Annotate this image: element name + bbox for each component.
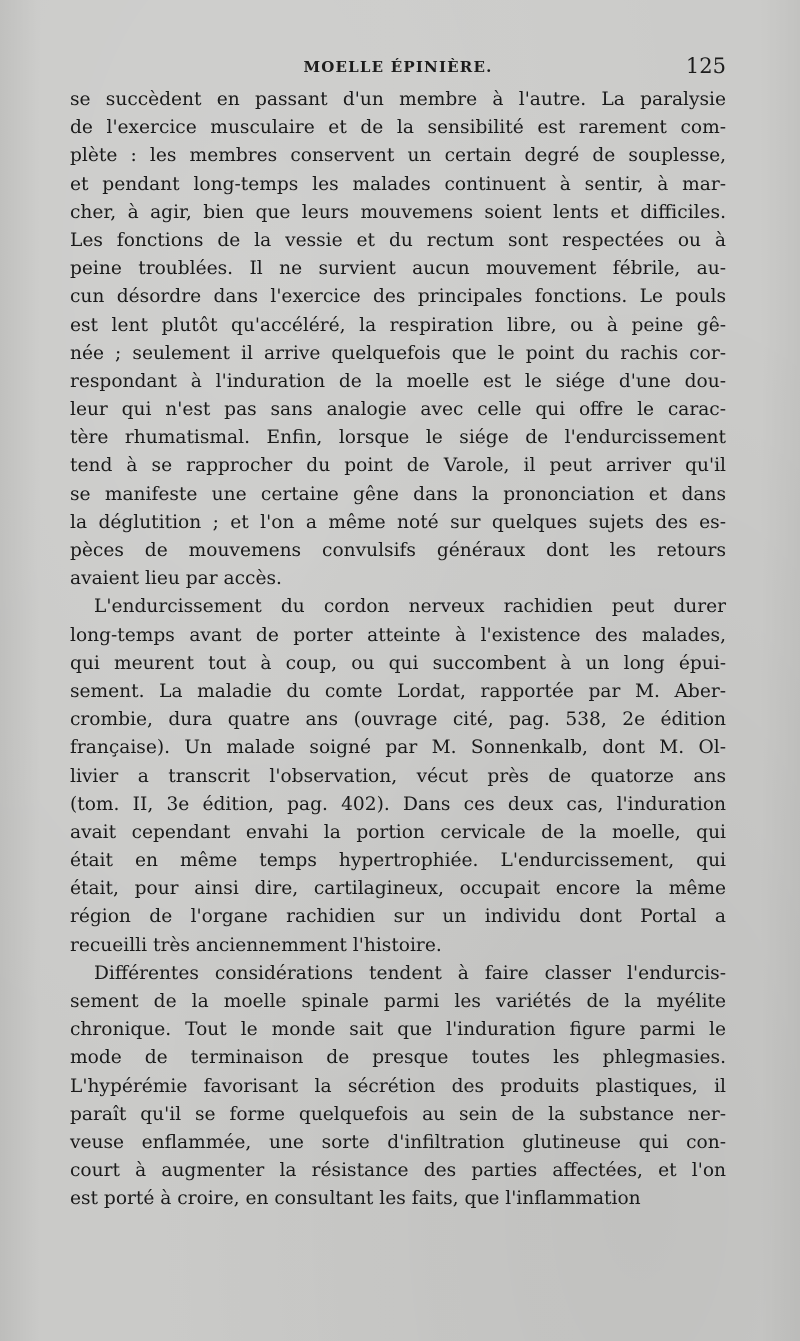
text-line: qui meurent tout à coup, ou qui succombent à un long épui- — [70, 652, 726, 674]
text-line: chronique. Tout le monde sait que l'induration figure parmi le — [70, 1019, 726, 1041]
text-line: se manifeste une certaine gêne dans la prononciation et dans — [70, 483, 726, 505]
text-line: crombie, dura quatre ans (ouvrage cité, pag. 538, 2e édition — [70, 709, 726, 731]
paragraph — [70, 960, 726, 1214]
text-line: est porté à croire, en consultant les faits, que l'inflammation — [70, 1188, 641, 1210]
text-line: française). Un malade soigné par M. Sonnenkalb, dont M. Ol- — [70, 737, 726, 759]
text-line: était, pour ainsi dire, cartilagineux, occupait encore la même — [70, 878, 726, 900]
text-line: mode de terminaison de presque toutes les phlegmasies. — [70, 1047, 726, 1069]
text-line: sement. La maladie du comte Lordat, rapportée par M. Aber- — [70, 680, 726, 702]
text-line: veuse enflammée, une sorte d'infiltration glutineuse qui con- — [70, 1131, 726, 1153]
text-line: cher, à agir, bien que leurs mouvemens soient lents et difficiles. — [70, 201, 726, 223]
text-line: Les fonctions de la vessie et du rectum sont respectées ou à — [70, 229, 726, 251]
running-title: MOELLE ÉPINIÈRE. — [303, 58, 493, 76]
text-line: peine troublées. Il ne survient aucun mouvement fébrile, au- — [70, 258, 726, 280]
text-line: et pendant long-temps les malades continuent à sentir, à mar- — [70, 173, 726, 195]
body-text — [70, 86, 726, 1214]
text-line: avaient lieu par accès. — [70, 568, 282, 590]
text-line: livier a transcrit l'observation, vécut près de quatorze ans — [70, 765, 726, 787]
text-line: (tom. II, 3e édition, pag. 402). Dans ces deux cas, l'induration — [70, 793, 726, 815]
text-line: leur qui n'est pas sans analogie avec celle qui offre le carac- — [70, 399, 726, 421]
text-line: avait cependant envahi la portion cervicale de la moelle, qui — [70, 821, 726, 843]
text-line: sement de la moelle spinale parmi les variétés de la myélite — [70, 991, 726, 1012]
text-line: L'hypérémie favorisant la sécrétion des produits plastiques, il — [70, 1075, 726, 1097]
text-line: Différentes considérations tendent à faire classer l'endurcis- — [94, 962, 726, 984]
text-line: court à augmenter la résistance des parties affectées, et l'on — [70, 1160, 726, 1182]
text-line: de l'exercice musculaire et de la sensibilité est rarement com- — [70, 117, 726, 139]
text-line: recueilli très anciennemment l'histoire. — [70, 934, 442, 956]
page-number: 125 — [685, 54, 726, 78]
text-line: était en même temps hypertrophiée. L'endurcissement, qui — [70, 850, 726, 872]
text-line: pèces de mouvemens convulsifs généraux dont les retours — [70, 540, 726, 561]
text-line: cun désordre dans l'exercice des principales fonctions. Le pouls — [70, 286, 726, 308]
text-line: est lent plutôt qu'accéléré, la respiration libre, ou à peine gê- — [70, 314, 726, 336]
text-line: région de l'organe rachidien sur un individu dont Portal a — [70, 906, 726, 928]
text-line: L'endurcissement du cordon nerveux rachidien peut durer — [94, 596, 726, 618]
text-line: paraît qu'il se forme quelquefois au sein de la substance ner- — [70, 1103, 726, 1125]
text-line: la déglutition ; et l'on a même noté sur quelques sujets des es- — [70, 511, 726, 533]
text-line: tend à se rapprocher du point de Varole, il peut arriver qu'il — [70, 455, 726, 477]
text-line: respondant à l'induration de la moelle est le siége d'une dou- — [70, 370, 726, 392]
paragraph — [70, 593, 726, 959]
page-header — [70, 54, 726, 84]
text-line: long-temps avant de porter atteinte à l'existence des malades, — [70, 624, 726, 646]
paragraph — [70, 86, 726, 593]
text-line: se succèdent en passant d'un membre à l'autre. La paralysie — [70, 89, 726, 110]
text-line: plète : les membres conservent un certain degré de souplesse, — [70, 145, 726, 167]
text-line: née ; seulement il arrive quelquefois que le point du rachis cor- — [70, 342, 726, 364]
text-line: tère rhumatismal. Enfin, lorsque le siége de l'endurcissement — [70, 427, 726, 449]
